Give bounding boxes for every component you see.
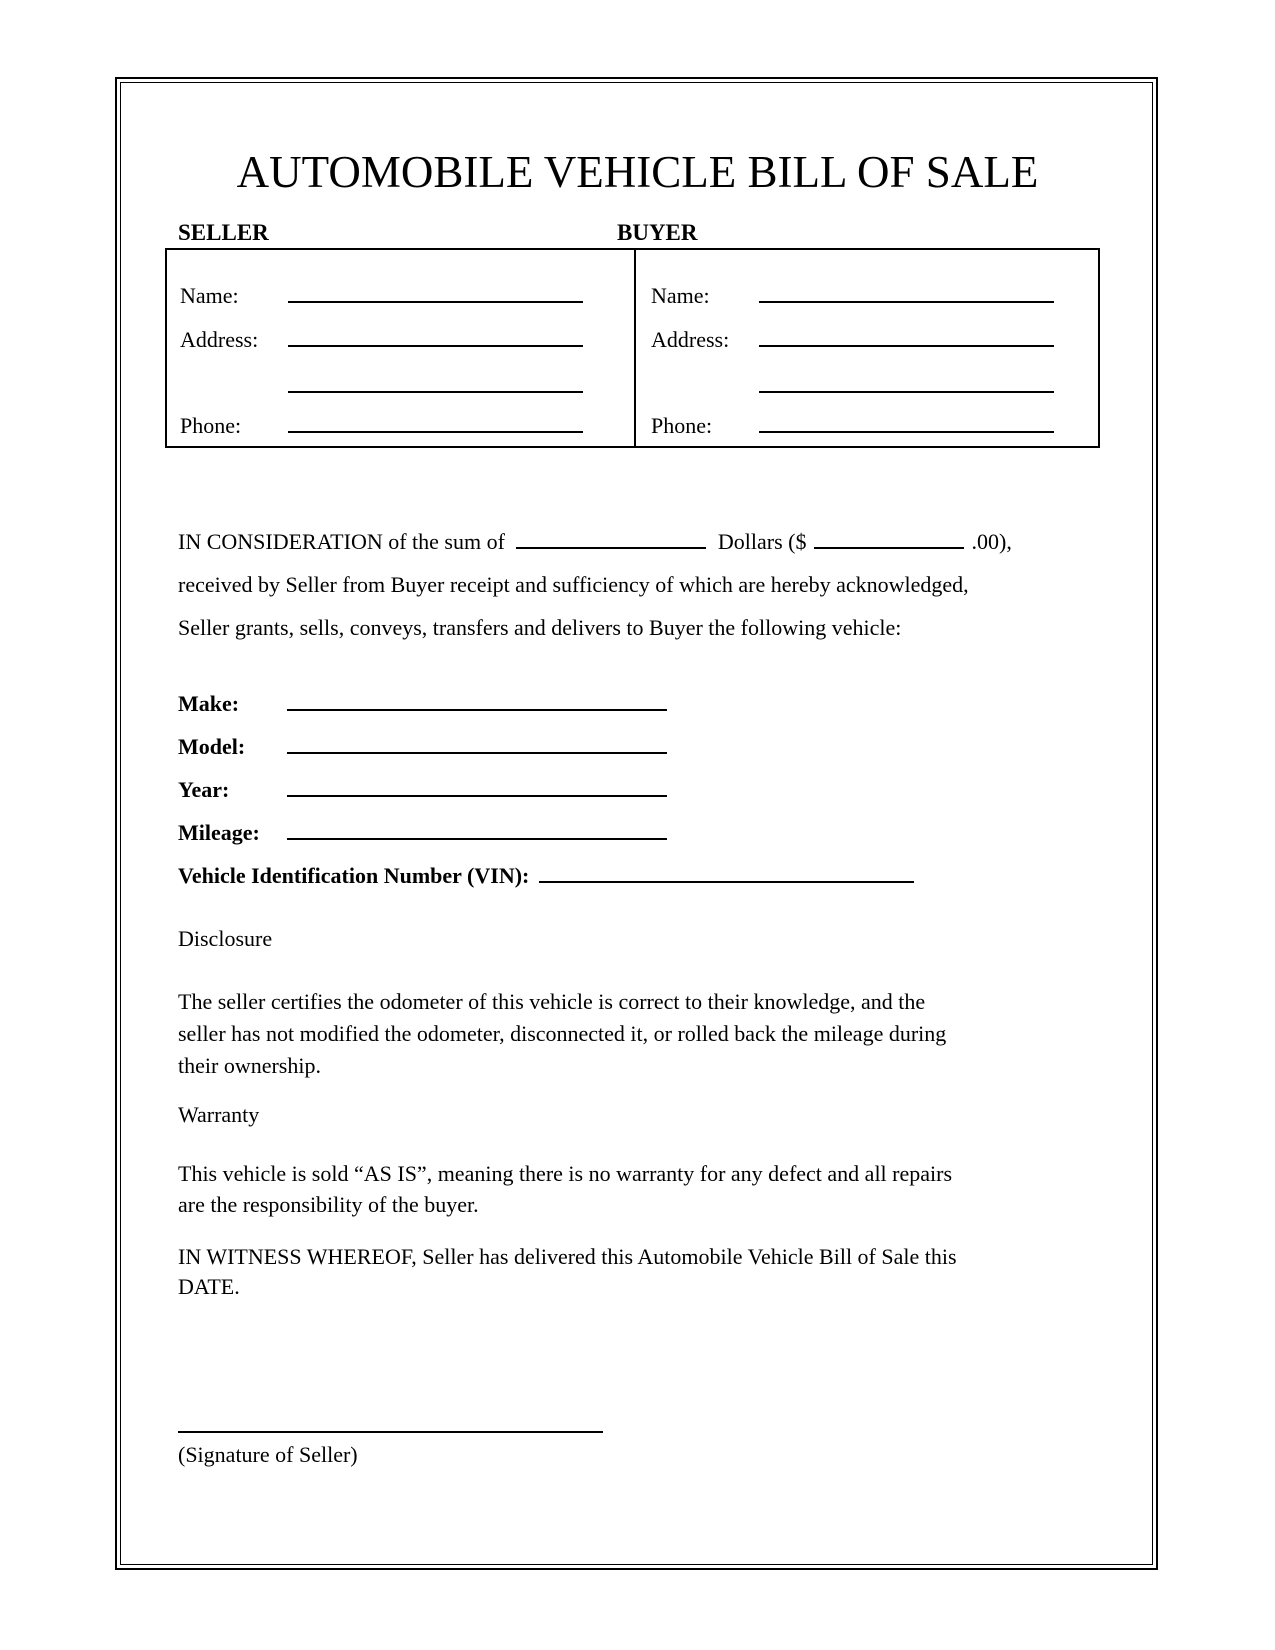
table-row	[651, 326, 1098, 354]
parties-table	[165, 248, 1100, 448]
page-title: AUTOMOBILE VEHICLE BILL OF SALE	[236, 147, 1039, 197]
table-row	[651, 282, 1098, 310]
vin-row	[178, 862, 1058, 905]
table-row	[180, 412, 634, 440]
seller-name-label: Name:	[180, 282, 239, 308]
buyer-address-blank[interactable]	[759, 326, 1054, 347]
vehicle-details-section	[178, 690, 1058, 905]
seller-address-label: Address:	[180, 326, 259, 352]
disclosure-heading: Disclosure	[178, 926, 273, 951]
table-row	[651, 372, 1098, 400]
mileage-blank[interactable]	[287, 819, 667, 840]
warranty-line-1: This vehicle is sold “AS IS”, meaning there is no warranty for any defect and all repairs	[178, 1161, 953, 1186]
model-label: Model:	[178, 733, 246, 759]
dollar-figure-blank[interactable]	[814, 528, 964, 549]
cents-suffix: .00),	[971, 529, 1012, 554]
seller-phone-label: Phone:	[180, 412, 242, 438]
make-label: Make:	[178, 690, 240, 716]
table-row	[180, 326, 634, 354]
consideration-line-1	[178, 520, 1058, 563]
year-blank[interactable]	[287, 776, 667, 797]
year-label: Year:	[178, 776, 230, 802]
buyer-address-blank-line2[interactable]	[759, 372, 1054, 393]
seller-name-blank[interactable]	[288, 282, 583, 303]
make-row	[178, 690, 1058, 733]
seller-phone-blank[interactable]	[288, 412, 583, 433]
model-row	[178, 733, 1058, 776]
buyer-section-header: BUYER	[617, 220, 698, 245]
buyer-phone-label: Phone:	[651, 412, 713, 438]
consideration-lead: IN CONSIDERATION of the sum of	[178, 529, 505, 554]
seller-address-blank-line2[interactable]	[288, 372, 583, 393]
disclosure-line-1: The seller certifies the odometer of this vehicle is correct to their knowledge, and the	[178, 989, 926, 1014]
buyer-name-blank[interactable]	[759, 282, 1054, 303]
witness-line-1: IN WITNESS WHEREOF, Seller has delivered this Automobile Vehicle Bill of Sale this	[178, 1244, 957, 1269]
vin-label: Vehicle Identification Number (VIN):	[178, 862, 530, 888]
seller-section-header: SELLER	[178, 220, 269, 245]
disclosure-line-2: seller has not modified the odometer, disconnected it, or rolled back the mileage during	[178, 1021, 947, 1046]
disclosure-paragraph	[178, 986, 1058, 1082]
buyer-name-label: Name:	[651, 282, 710, 308]
disclosure-line-3: their ownership.	[178, 1053, 321, 1078]
witness-line-2: DATE.	[178, 1274, 240, 1299]
consideration-line-3: Seller grants, sells, conveys, transfers and delivers to Buyer the following vehicle:	[178, 615, 902, 640]
table-row	[651, 412, 1098, 440]
warranty-paragraph	[178, 1158, 1058, 1220]
seller-column	[167, 250, 636, 446]
signature-block	[178, 1418, 603, 1468]
mileage-label: Mileage:	[178, 819, 260, 845]
seller-signature-blank[interactable]	[178, 1418, 603, 1433]
consideration-paragraph	[178, 520, 1058, 649]
seller-address-blank[interactable]	[288, 326, 583, 347]
make-blank[interactable]	[287, 690, 667, 711]
signature-caption: (Signature of Seller)	[178, 1442, 358, 1468]
table-row	[180, 372, 634, 400]
mileage-row	[178, 819, 1058, 862]
vin-blank[interactable]	[539, 862, 914, 883]
buyer-address-label: Address:	[651, 326, 730, 352]
sum-amount-blank[interactable]	[516, 528, 706, 549]
consideration-line-2: received by Seller from Buyer receipt and sufficiency of which are hereby acknowledged,	[178, 572, 969, 597]
buyer-phone-blank[interactable]	[759, 412, 1054, 433]
year-row	[178, 776, 1058, 819]
table-row	[180, 282, 634, 310]
warranty-heading: Warranty	[178, 1102, 260, 1127]
model-blank[interactable]	[287, 733, 667, 754]
warranty-line-2: are the responsibility of the buyer.	[178, 1192, 479, 1217]
witness-paragraph	[178, 1242, 1058, 1302]
buyer-column	[636, 250, 1098, 446]
dollars-label: Dollars ($	[717, 529, 807, 554]
